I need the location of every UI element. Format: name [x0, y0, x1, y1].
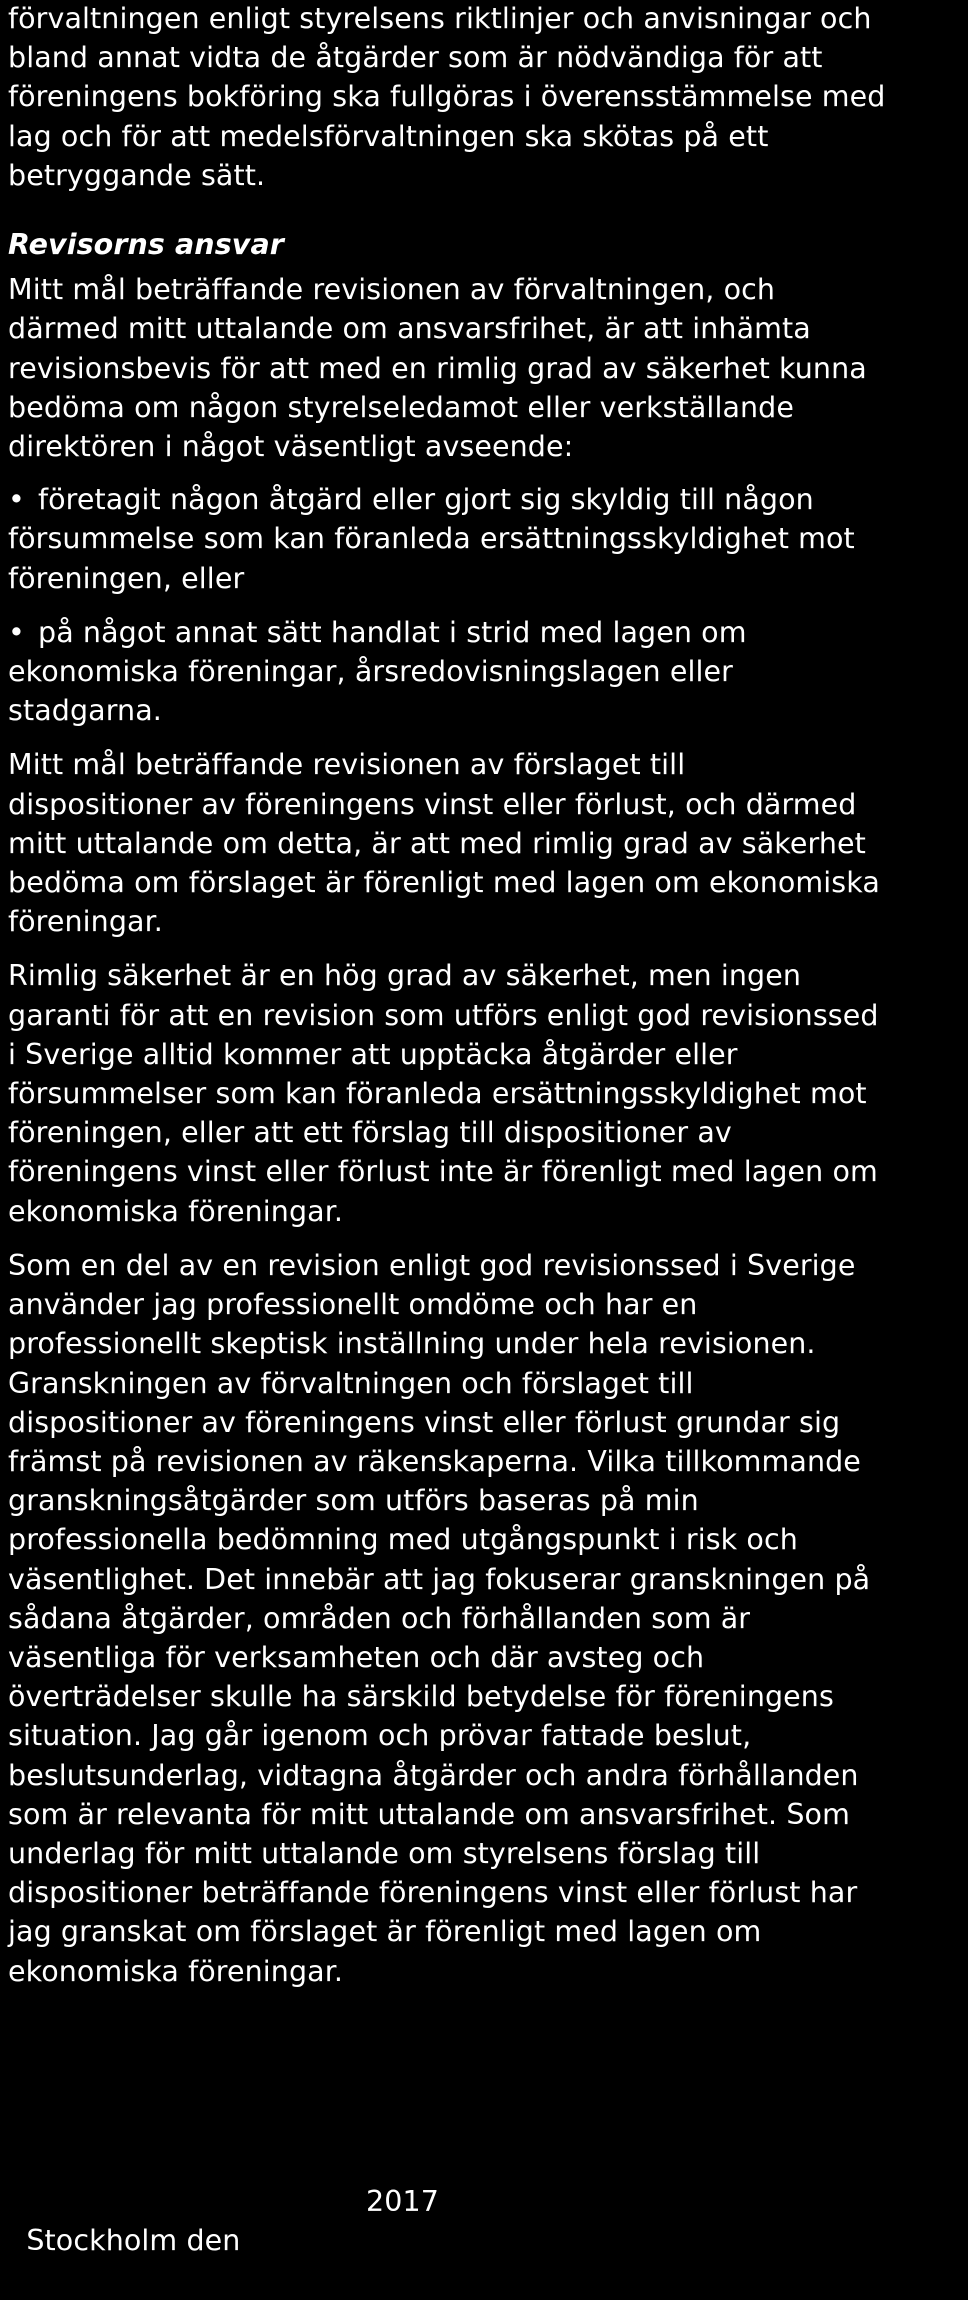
text-line: företagit någon åtgärd eller gjort sig skyldig till någon	[38, 483, 814, 517]
text-line: ekonomiska föreningar, årsredovisningslagen eller	[8, 655, 733, 689]
text-line: dispositioner av föreningens vinst eller förlust grundar sig	[8, 1405, 841, 1439]
signature-year: 2017	[366, 2185, 439, 2218]
text-line: beslutsunderlag, vidtagna åtgärder och andra förhållanden	[8, 1758, 859, 1792]
text-line: Mitt mål beträffande revisionen av förslaget till	[8, 748, 686, 782]
text-line: främst på revisionen av räkenskaperna. Vilka tillkommande	[8, 1444, 861, 1478]
text-line: försummelser som kan föranleda ersättningsskyldighet mot	[8, 1077, 867, 1111]
text-line: föreningens bokföring ska fullgöras i överensstämmelse med	[8, 80, 886, 114]
text-line: i Sverige alltid kommer att upptäcka åtgärder eller	[8, 1037, 738, 1071]
text-line: situation. Jag går igenom och prövar fattade beslut,	[8, 1719, 752, 1753]
text-line: underlag för mitt uttalande om styrelsens förslag till	[8, 1836, 761, 1870]
bullet-item	[8, 613, 968, 731]
text-line: lag och för att medelsförvaltningen ska skötas på ett	[8, 119, 769, 153]
signature-place: Stockholm den	[26, 2224, 241, 2258]
text-line: granskningsåtgärder som utförs baseras på min	[8, 1484, 699, 1518]
text-line: Granskningen av förvaltningen och förslaget till	[8, 1366, 694, 1400]
text-line: sådana åtgärder, områden och förhållanden som är	[8, 1601, 751, 1635]
bullet-item	[8, 480, 968, 598]
text-line: föreningens vinst eller förlust inte är förenligt med lagen om	[8, 1155, 878, 1189]
text-line: väsentliga för verksamheten och där avsteg och	[8, 1640, 705, 1674]
text-line: överträdelser skulle ha särskild betydelse för föreningens	[8, 1680, 834, 1714]
paragraph-disposition-goal	[8, 745, 968, 941]
text-line: bland annat vidta de åtgärder som är nödvändiga för att	[8, 41, 823, 75]
text-line: som är relevanta för mitt uttalande om ansvarsfrihet. Som	[8, 1797, 850, 1831]
text-line: Rimlig säkerhet är en hög grad av säkerhet, men ingen	[8, 959, 802, 993]
text-line: använder jag professionellt omdöme och har en	[8, 1288, 698, 1322]
signature-place-date	[8, 2182, 439, 2300]
text-line: därmed mitt uttalande om ansvarsfrihet, är att inhämta	[8, 312, 811, 346]
bullet-icon: •	[8, 615, 25, 649]
text-line: bedöma om någon styrelseledamot eller verkställande	[8, 390, 795, 424]
text-line: Som en del av en revision enligt god revisionssed i Sverige	[8, 1248, 856, 1282]
document-page	[8, 0, 968, 1991]
intro-paragraph	[8, 0, 968, 195]
text-line: föreningen, eller att ett förslag till dispositioner av	[8, 1116, 732, 1150]
text-line: dispositioner beträffande föreningens vinst eller förlust har	[8, 1876, 858, 1910]
text-line: stadgarna.	[8, 694, 162, 728]
paragraph-professional-judgement	[8, 1246, 968, 1991]
text-line: dispositioner av föreningens vinst eller förlust, och därmed	[8, 787, 857, 821]
text-line: bedöma om förslaget är förenligt med lagen om ekonomiska	[8, 866, 880, 900]
text-line: direktören i något väsentligt avseende:	[8, 430, 574, 464]
text-line: försummelse som kan föranleda ersättningsskyldighet mot	[8, 522, 855, 556]
text-line: ekonomiska föreningar.	[8, 1954, 344, 1988]
bullet-icon: •	[8, 483, 25, 517]
text-line: professionella bedömning med utgångspunkt i risk och	[8, 1523, 798, 1557]
paragraph-reasonable-assurance	[8, 956, 968, 1230]
text-line: på något annat sätt handlat i strid med lagen om	[38, 615, 747, 649]
text-line: Mitt mål beträffande revisionen av förvaltningen, och	[8, 273, 776, 307]
text-line: mitt uttalande om detta, är att med rimlig grad av säkerhet	[8, 826, 866, 860]
section-heading: Revisorns ansvar	[8, 228, 284, 262]
text-line: garanti för att en revision som utförs enligt god revisionssed	[8, 998, 879, 1032]
paragraph-auditor-goal	[8, 270, 968, 466]
text-line: revisionsbevis för att med en rimlig grad av säkerhet kunna	[8, 351, 867, 385]
text-line: föreningen, eller	[8, 561, 245, 595]
text-line: föreningar.	[8, 905, 163, 939]
text-line: ekonomiska föreningar.	[8, 1194, 344, 1228]
text-line: betryggande sätt.	[8, 158, 266, 192]
text-line: jag granskat om förslaget är förenligt med lagen om	[8, 1915, 762, 1949]
text-line: väsentlighet. Det innebär att jag fokuserar granskningen på	[8, 1562, 871, 1596]
text-line: förvaltningen enligt styrelsens riktlinjer och anvisningar och	[8, 2, 872, 35]
text-line: professionellt skeptisk inställning under hela revisionen.	[8, 1327, 816, 1361]
